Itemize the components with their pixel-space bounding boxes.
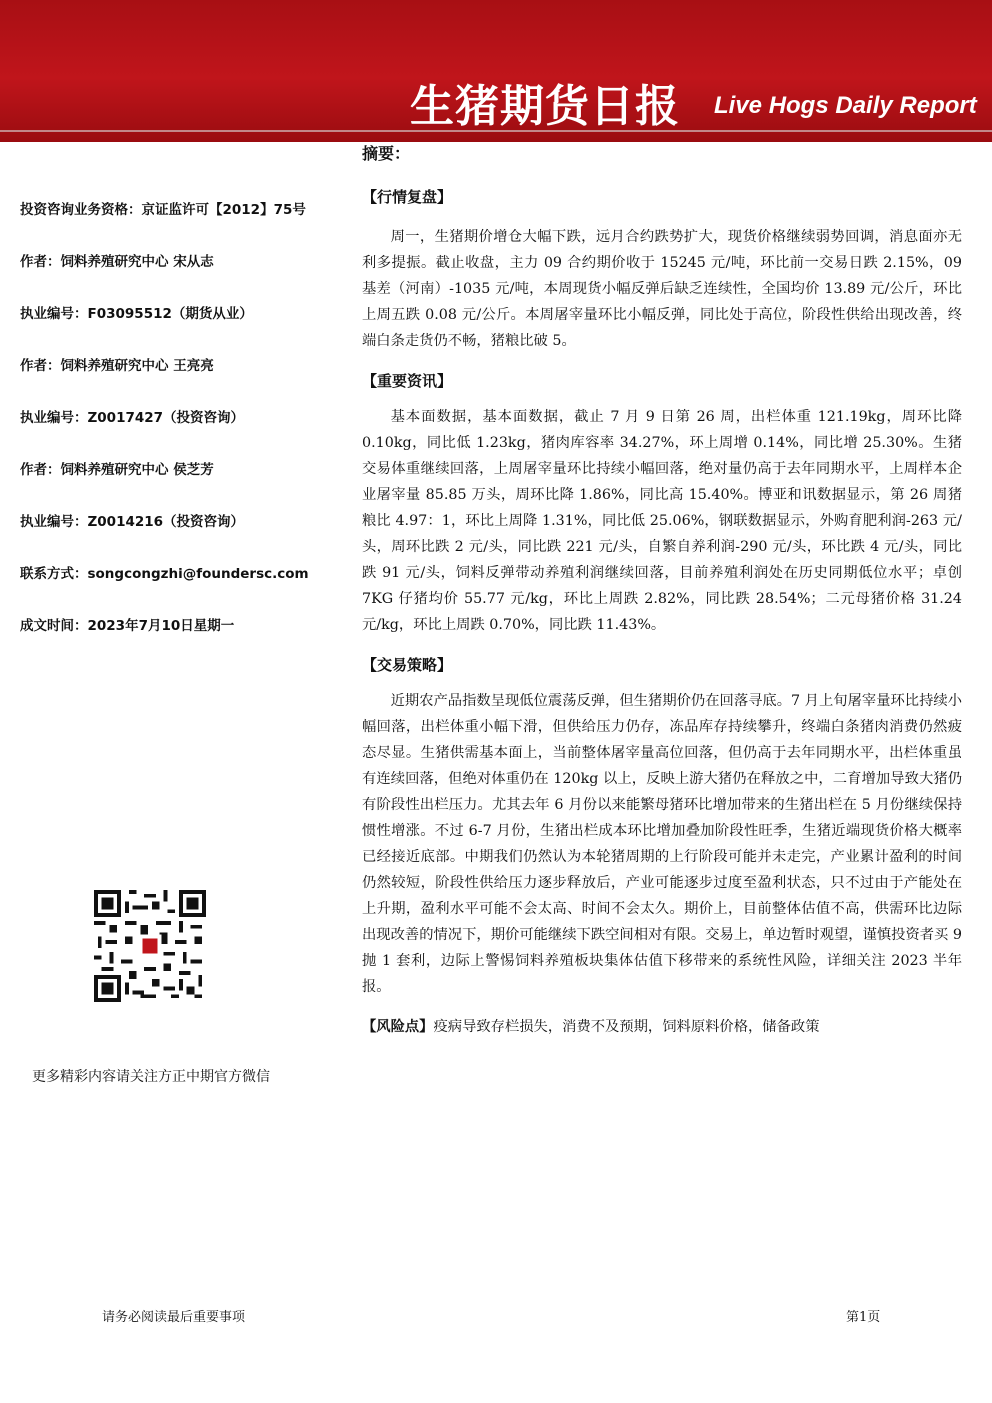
strategy-text: 近期农产品指数呈现低位震荡反弹，但生猪期价仍在回落寻底。7 月上旬屠宰量环比持续小幅回落，出栏体重小幅下滑，但供给压力仍存，冻品库存持续攀升，终端白条猪肉消费仍然疲态尽显。生猪供需基本面上，当前整体屠宰量高位回落，但仍高于去年同期水平，出栏体重虽有连续回落，但绝对体重仍在 120kg 以上，反映上游大猪仍在释放之中，二育增加导致大猪仍有阶段性出栏压力。尤其去年 6 月份以来能繁母猪环比增加带来的生猪出栏在 5 月份继续保持惯性增涨。不过 6-7 月份，生猪出栏成本环比增加叠加阶段性旺季，生猪近端现货价格大概率已经接近底部。中期我们仍然认为本轮猪周期的上行阶段可能并未走完，产业累计盈利的时间仍然较短，阶段性供给压力逐步释放后，产业可能逐步过度至盈利状态，只不过由于产能处在上升期，盈利水平可能不会太高、时间不会太久。期价上，目前整体估值不高，供需环比边际出现改善的情况下，期价可能继续下跌空间相对有限。交易上，单边暂时观望，谨慎投资者买 9 抛 1 套利，边际上警惕饲料养殖板块集体估值下移带来的系统性风险，详细关注 2023 半年报。 bbox=[362, 693, 962, 995]
report-body bbox=[362, 140, 962, 1040]
summary-label: 摘要： bbox=[362, 144, 411, 163]
wechat-qr-code bbox=[94, 890, 206, 1002]
author-value: 饲料养殖研究中心 侯芝芳 bbox=[60, 462, 214, 478]
author-label: 作者： bbox=[20, 462, 61, 478]
license-row-2 bbox=[20, 406, 340, 458]
market-review-heading: 【行情复盘】 bbox=[362, 188, 453, 206]
license-row-3 bbox=[20, 510, 340, 562]
qualification-row bbox=[20, 198, 340, 250]
footer-notice: 请务必阅读最后重要事项 bbox=[102, 1310, 246, 1325]
risk-text: 疫病导致存栏损失，消费不及预期，饲料原料价格，储备政策 bbox=[433, 1019, 820, 1035]
news-text: 基本面数据，基本面数据，截止 7 月 9 日第 26 周，出栏体重 121.19kg，周环比降 0.10kg，同比低 1.23kg，猪肉库容率 34.27%，环上周增 0.14%，同比增 25.30%。生猪交易体重继续回落，上周屠宰量环比持续小幅回落，绝对量仍高于去年同期水平，上周样本企业屠宰量 85.85 万头，周环比降 1.86%，同比高 15.40%。博亚和讯数据显示，第 26 周猪粮比 4.97：1，环比上周降 1.31%，同比低 25.06%，钢联数据显示，外购育肥利润-263 元/头，周环比跌 2 元/头，同比跌 221 元/头，自繁自养利润-290 元/头，环比跌 4 元/头，同比跌 91 元/头，饲料反弹带动养殖利润继续回落，目前养殖利润处在历史同期低位水平；卓创 7KG 仔猪均价 55.77 元/kg，环比上周跌 2.82%，同比跌 28.54%；二元母猪价格 31.24 元/kg，环比上周跌 0.70%，同比跌 11.43%。 bbox=[362, 409, 962, 633]
contact-email: songcongzhi@foundersc.com bbox=[87, 566, 309, 582]
date-label: 成文时间： bbox=[20, 618, 88, 634]
page-number: 第1页 bbox=[846, 1310, 881, 1325]
strategy-heading: 【交易策略】 bbox=[362, 656, 453, 674]
license-value: Z0017427（投资咨询） bbox=[87, 410, 245, 426]
license-row-1 bbox=[20, 302, 340, 354]
risk-line bbox=[362, 1014, 962, 1040]
risk-heading: 【风险点】 bbox=[362, 1019, 434, 1035]
author-label: 作者： bbox=[20, 254, 61, 270]
license-label: 执业编号： bbox=[20, 410, 88, 426]
author-value: 饲料养殖研究中心 王亮亮 bbox=[60, 358, 214, 374]
author-sidebar bbox=[20, 198, 340, 666]
report-title-en: Live Hogs Daily Report bbox=[714, 92, 977, 119]
author-label: 作者： bbox=[20, 358, 61, 374]
author-value: 饲料养殖研究中心 宋从志 bbox=[60, 254, 214, 270]
contact-label: 联系方式： bbox=[20, 566, 88, 582]
report-title-cn: 生猪期货日报 bbox=[410, 81, 680, 132]
author-row-1 bbox=[20, 250, 340, 302]
license-label: 执业编号： bbox=[20, 514, 88, 530]
license-label: 执业编号： bbox=[20, 306, 88, 322]
qualification-value: 京证监许可【2012】75号 bbox=[141, 202, 306, 218]
qr-caption: 更多精彩内容请关注方正中期官方微信 bbox=[32, 1069, 270, 1085]
date-row bbox=[20, 614, 340, 666]
contact-row bbox=[20, 562, 340, 614]
date-value: 2023年7月10日星期一 bbox=[87, 618, 235, 634]
qualification-label: 投资咨询业务资格： bbox=[20, 202, 142, 218]
news-heading: 【重要资讯】 bbox=[362, 372, 453, 390]
market-review-text: 周一，生猪期价增仓大幅下跌，远月合约跌势扩大，现货价格继续弱势回调，消息面亦无利多提振。截止收盘，主力 09 合约期价收于 15245 元/吨，环比前一交易日跌 2.15%，09 基差（河南）-1035 元/吨，本周现货小幅反弹后缺乏连续性，全国均价 13.89 元/公斤，环比上周五跌 0.08 元/公斤。本周屠宰量环比小幅反弹，同比处于高位，阶段性供给出现改善，终端白条走货仍不畅，猪粮比破 5。 bbox=[362, 229, 962, 349]
author-row-3 bbox=[20, 458, 340, 510]
author-row-2 bbox=[20, 354, 340, 406]
license-value: F03095512（期货从业） bbox=[87, 306, 253, 322]
report-header bbox=[0, 0, 992, 142]
license-value: Z0014216（投资咨询） bbox=[87, 514, 245, 530]
